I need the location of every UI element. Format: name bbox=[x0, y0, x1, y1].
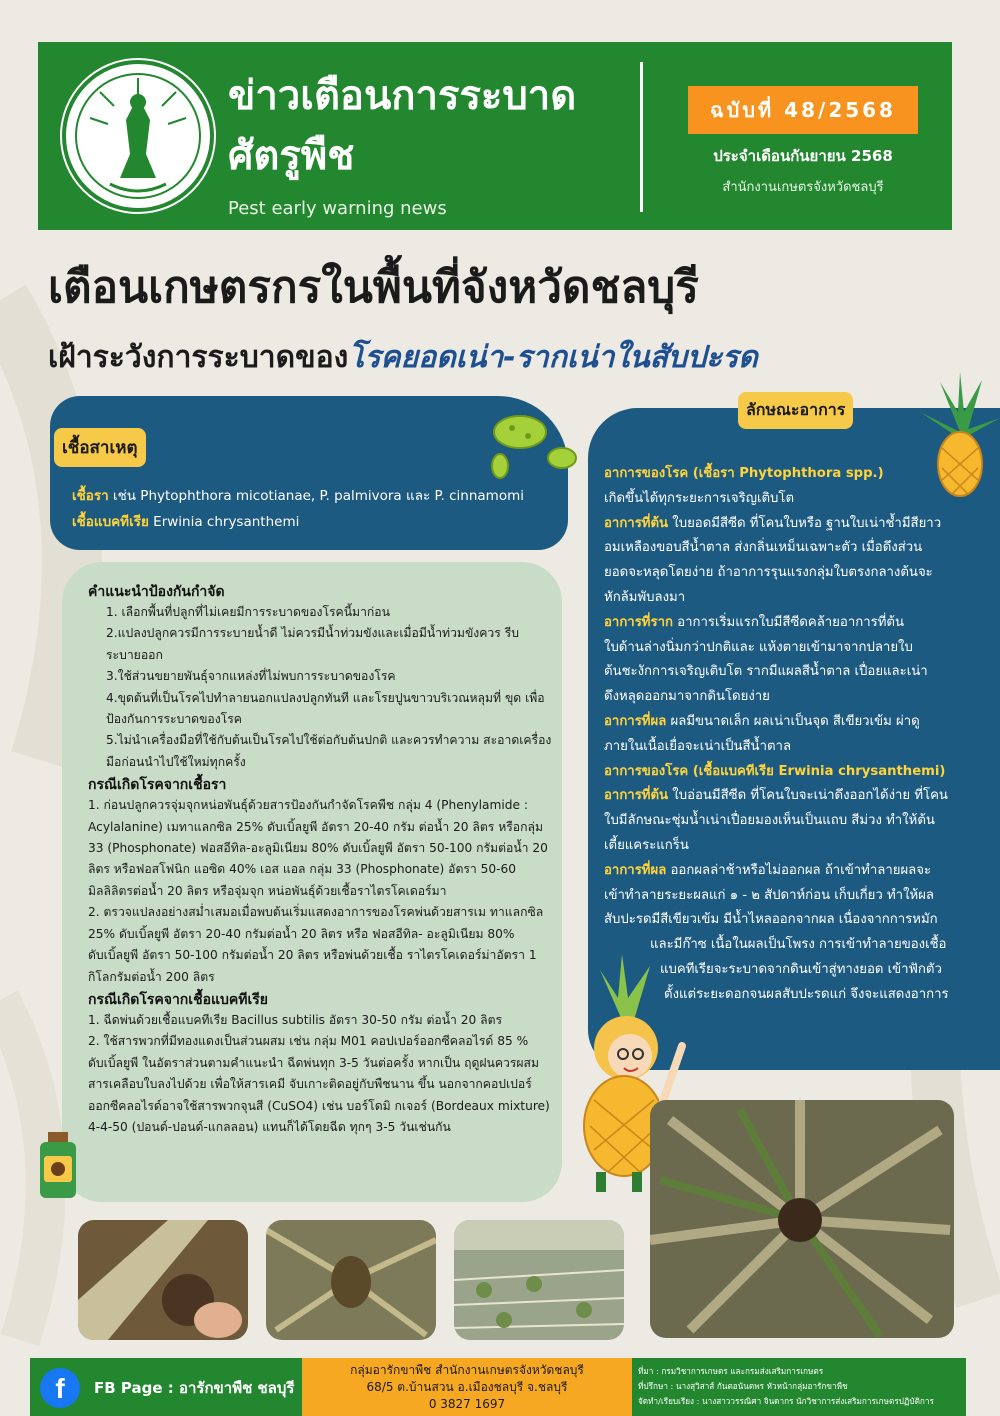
advice-item: 5.ไม่นำเครื่องมือที่ใช้กับต้นเป็นโรคไปใช้ต่อกับต้นปกติ และควรทำความ สะอาดเครื่องมือก่อนนำไปใช้ใหม่ทุกครั้ง bbox=[106, 733, 552, 769]
photo-pineapple-field bbox=[454, 1220, 624, 1340]
symptom-text: ใบมีลักษณะชุ่มน้ำเน่าเปื่อยมองเห็นเป็นแถบ สีม่วง ทำให้ต้น bbox=[604, 813, 935, 829]
footer bbox=[30, 1358, 966, 1416]
symptom-key: อาการของโรค (เชื้อแบคทีเรีย Erwinia chrysanthemi) bbox=[604, 763, 946, 779]
cause-box bbox=[50, 396, 568, 550]
symptom-line bbox=[604, 512, 990, 537]
footer-source: ที่มา : กรมวิชาการเกษตร และกรมส่งเสริมการเกษตร bbox=[638, 1366, 824, 1376]
symptom-text: ใบด้านล่างนิ่มกว่าปกติและ แห้งตายเข้ามาจากปลายใบ bbox=[604, 639, 913, 655]
footer-advisor: ที่ปรึกษา : นางสุวิสาส์ กันตอนันตพร หัวหน้ากลุ่มอารักขาพืช bbox=[638, 1381, 848, 1391]
symptom-text: ใบอ่อนมีสีซีด ที่โคนใบจะเน่าดึงออกได้ง่าย ที่โคน bbox=[668, 788, 948, 804]
footer-credits bbox=[632, 1358, 966, 1416]
advice-item: 4.ขุดต้นที่เป็นโรคไปทำลายนอกแปลงปลูกทันที และโรยปูนขาวบริเวณหลุมที่ ขุด เพื่อป้องกันการระบาดของโรค bbox=[106, 690, 545, 727]
symptom-line bbox=[604, 809, 990, 834]
symptom-line bbox=[604, 611, 990, 636]
footer-author: จัดทำ/เรียบเรียง : นางสาววรรณิศา จินดากร นักวิชาการส่งเสริมการเกษตรปฏิบัติการ bbox=[638, 1396, 934, 1406]
bacteria-item: 1. ฉีดพ่นด้วยเชื้อแบคทีเรีย Bacillus subtilis อัตรา 30-50 กรัม ต่อน้ำ 20 ลิตร bbox=[88, 1012, 503, 1027]
symptom-line bbox=[604, 636, 990, 661]
symptom-text: ตั้งแต่ระยะดอกจนผลสับปะรดแก่ จึงจะแสดงอาการ bbox=[664, 986, 949, 1002]
photo-infected-fruit bbox=[266, 1220, 436, 1340]
headline: เตือนเกษตรกรในพื้นที่จังหวัดชลบุรี bbox=[48, 262, 699, 313]
issue-badge: ฉบับที่ 48/2568 bbox=[688, 86, 918, 134]
symptom-heading bbox=[604, 760, 990, 785]
symptom-line bbox=[604, 784, 990, 809]
photo-diseased-pineapple-crown bbox=[650, 1100, 954, 1338]
symptom-text: ต้นชะงักการเจริญเติบโต รากมีแผลสีน้ำตาล เปื่อยและเน่า bbox=[604, 664, 928, 680]
symptom-text: ภายในเนื้อเยื่อจะเน่าเป็นสีน้ำตาล bbox=[604, 738, 792, 754]
pineapple-icon bbox=[920, 372, 1000, 502]
symptom-line bbox=[604, 561, 990, 586]
symptom-text: หักล้มพับลงมา bbox=[604, 589, 686, 605]
cause-fungus-text: เช่น Phytophthora micotianae, P. palmivora และ P. cinnamomi bbox=[108, 488, 524, 504]
footer-contact bbox=[302, 1358, 632, 1416]
symptom-line bbox=[604, 586, 990, 611]
symptom-text: อาการเริ่มแรกใบมีสีซีดคล้ายอาการที่ต้น bbox=[672, 614, 904, 630]
department-logo bbox=[60, 58, 216, 214]
symptom-line bbox=[604, 735, 990, 760]
symptom-key: อาการที่ต้น bbox=[604, 515, 669, 531]
symptom-key: อาการของโรค (เชื้อรา Phytophthora spp.) bbox=[604, 466, 884, 481]
symptom-text: ใบยอดมีสีซีด ที่โคนใบหรือ ฐานใบเน่าช้ำมีสียาว bbox=[668, 515, 942, 531]
subhead-highlight: โรคยอดเน่า-รากเน่าในสับปะรด bbox=[348, 340, 758, 375]
symptom-text: เตี้ยแคระแกร็น bbox=[604, 837, 689, 853]
symptom-line bbox=[604, 660, 990, 685]
footer-facebook[interactable] bbox=[30, 1358, 302, 1416]
header-title-line1: ข่าวเตือนการระบาด bbox=[228, 73, 577, 119]
symptom-line bbox=[604, 685, 990, 710]
advice-box bbox=[62, 562, 562, 1202]
symptom-line bbox=[604, 859, 990, 884]
symptom-line bbox=[604, 536, 990, 561]
cause-bacteria-line bbox=[72, 510, 299, 532]
cause-fungus-key: เชื้อรา bbox=[72, 488, 109, 504]
germ-icon bbox=[470, 406, 580, 481]
symptom-line bbox=[604, 884, 990, 909]
symptoms-tag: ลักษณะอาการ bbox=[738, 392, 853, 429]
advice-item: 3.ใช้ส่วนขยายพันธุ์จากแหล่งที่ไม่พบการระบาดของโรค bbox=[106, 669, 396, 684]
symptom-key: อาการที่ราก bbox=[604, 614, 673, 630]
advice-item: 2.แปลงปลูกควรมีการระบายน้ำดี ไม่ควรมีน้ำท่วมขังและเมื่อมีน้ำท่วมขังควร รีบระบายออก bbox=[106, 626, 519, 662]
symptom-text: ดึงหลุดออกมาจากดินโดยง่าย bbox=[604, 689, 770, 705]
symptom-line bbox=[604, 834, 990, 859]
fungus-title: กรณีเกิดโรคจากเชื้อรา bbox=[88, 777, 227, 794]
symptom-text: อมเหลืองขอบสีน้ำตาล ส่งกลิ่นเหม็นเฉพาะตัว เมื่อดึงส่วน bbox=[604, 540, 923, 556]
chemical-bottle-icon bbox=[38, 1132, 78, 1198]
advice-title: คำแนะนำป้องกันกำจัด bbox=[88, 584, 225, 600]
bacteria-title: กรณีเกิดโรคจากเชื้อแบคทีเรีย bbox=[88, 991, 268, 1008]
symptom-text: ผลมีขนาดเล็ก ผลเน่าเป็นจุด สีเขียวเข้ม ผ่าดู bbox=[666, 713, 920, 729]
symptom-text: แบคทีเรียจะระบาดจากดินเข้าสู่ทางยอด เข้าฟักตัว bbox=[660, 961, 942, 977]
footer-phone: 0 3827 1697 bbox=[428, 1397, 506, 1411]
symptom-line bbox=[604, 710, 990, 735]
fungus-item: 1. ก่อนปลูกควรจุ่มจุกหน่อพันธุ์ด้วยสารป้องกันกำจัดโรคพืช กลุ่ม 4 (Phenylamide : Acylalanine) เมทาแลกซิล 25% ดับเบิ้ลยูพี อัตรา 20-40 กรัม ต่อน้ำ 20 ลิตร หรือกลุ่ม 33 (Phosphonate) ฟอสอีทิล-อะลูมิเนียม 80% ดับเบิ้ลยูพี อัตรา 50-100 กรัมต่อน้ำ 20 ลิตร หรือฟอสโฟนิก แอซิด 40% เอส แอล กลุ่ม 33 (Phosphonate) อัตรา 50-60 มิลลิลิตรต่อน้ำ 20 ลิตร หรือจุ่มจุก หน่อพันธุ์ด้วยเชื้อราไตรโคเดอร์มา bbox=[88, 798, 548, 898]
issue-month: ประจำเดือนกันยายน 2568 bbox=[713, 147, 893, 165]
symptom-text: และมีก๊าซ เนื้อในผลเป็นโพรง การเข้าทำลายของเชื้อ bbox=[650, 937, 947, 953]
header-banner bbox=[38, 42, 952, 230]
footer-address: 68/5 ต.บ้านสวน อ.เมืองชลบุรี จ.ชลบุรี bbox=[366, 1380, 568, 1394]
subhead-prefix: เฝ้าระวังการระบาดของ bbox=[48, 340, 349, 375]
symptom-key: อาการที่ผล bbox=[604, 713, 667, 729]
subheadline bbox=[48, 336, 758, 380]
advice-item: 1. เลือกพื้นที่ปลูกที่ไม่เคยมีการระบาดของโรคนี้มาก่อน bbox=[106, 605, 390, 619]
symptom-text: ยอดจะหลุดโดยง่าย ถ้าอาการรุนแรงกลุ่มใบตรงกลางต้นจะ bbox=[604, 565, 933, 581]
photo-rotted-root bbox=[78, 1220, 248, 1340]
fungus-item: 2. ตรวจแปลงอย่างสม่ำเสมอเมื่อพบต้นเริ่มแสดงอาการของโรคพ่นด้วยสารเม ทาแลกซิล 25% ดับเบิ้ลยูพี อัตรา 20-40 กรัมต่อน้ำ 20 ลิตร หรือ ฟอสอีทิล- อะลูมิเนียม 80% ดับเบิ้ลยูพี อัตรา 50-100 กรัมต่อน้ำ 20 ลิตร หรือพ่นด้วยเชื้อ ราไตรโคเดอร์ม่าอัตรา 1 กิโลกรัมต่อน้ำ 200 ลิตร bbox=[88, 905, 544, 984]
bacteria-item: 2. ใช้สารพวกที่มีทองแดงเป็นส่วนผสม เช่น กลุ่ม M01 คอปเปอร์ออกซีคลอไรด์ 85 % ดับเบิ้ลยูพี ในอัตราส่วนตามคำแนะนำ ฉีดพ่นทุก 3-5 วันต่อครั้ง หากเป็น ฤดูฝนควรผสมสารเคลือบใบลงไปด้วย เพื่อให้สารเคมี จับเกาะติดอยู่กับพืชนาน ขึ้น นอกจากคอปเปอร์ออกซีคลอไรด์อาจใช้สารพวกจุนสี (CuSO4) เช่น บอร์โดมิ กเจอร์ (Bordeaux mixture) 4-4-50 (ปอนด์-ปอนด์-แกลลอน) แทนก็ได้โดยฉีด ทุกๆ 3-5 วันเช่นกัน bbox=[88, 1034, 550, 1134]
symptom-text: ออกผลล่าช้าหรือไม่ออกผล ถ้าเข้าทำลายผลจะ bbox=[666, 862, 932, 878]
cause-bacteria-text: Erwinia chrysanthemi bbox=[148, 514, 300, 530]
header-title-line2: ศัตรูพืช bbox=[228, 133, 355, 179]
cause-fungus-line bbox=[72, 484, 524, 506]
facebook-icon: f bbox=[40, 1368, 80, 1408]
header-divider bbox=[640, 62, 643, 212]
symptom-text: สับปะรดมีสีเขียวเข้ม มีน้ำไหลออกจากผล เนื่องจากการหมัก bbox=[604, 912, 938, 928]
symptoms-body bbox=[604, 462, 990, 1008]
symptom-key: อาการที่ต้น bbox=[604, 788, 669, 804]
symptom-key: อาการที่ผล bbox=[604, 862, 667, 878]
footer-org: กลุ่มอารักขาพืช สำนักงานเกษตรจังหวัดชลบุรี bbox=[350, 1363, 584, 1377]
header-subtitle: Pest early warning news bbox=[228, 198, 447, 219]
symptom-line bbox=[604, 908, 990, 933]
facebook-page-label: FB Page : อารักขาพืช ชลบุรี bbox=[94, 1379, 295, 1397]
cause-tag: เชื้อสาเหตุ bbox=[54, 428, 146, 467]
cause-bacteria-key: เชื้อแบคทีเรีย bbox=[72, 514, 149, 530]
symptom-text: เกิดขึ้นได้ทุกระยะการเจริญเติบโต bbox=[604, 490, 795, 506]
symptom-text: เข้าทำลายระยะผลแก่ ๑ - ๒ สัปดาห์ก่อน เก็บเกี่ยว ทำให้ผล bbox=[604, 887, 935, 903]
issuing-office: สำนักงานเกษตรจังหวัดชลบุรี bbox=[722, 180, 884, 195]
